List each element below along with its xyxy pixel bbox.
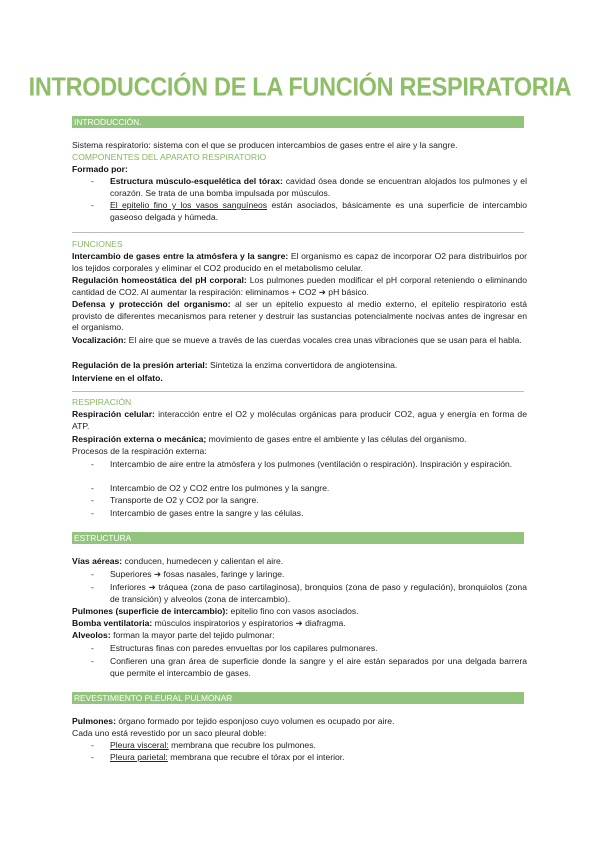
dash: - (91, 740, 94, 750)
dash: - (91, 582, 94, 592)
list-item (91, 459, 527, 471)
list-item (91, 569, 527, 581)
funciones-p1 (72, 251, 527, 274)
list-item (91, 656, 527, 679)
list-item (91, 740, 527, 752)
subheading-componentes: COMPONENTES DEL APARATO RESPIRATORIO (72, 152, 267, 162)
text: Los pulmones pueden modificar el pH corporal reteniendo o eliminando cantidad de CO2. Al aumentar la respiración: eliminamos + CO2 ➜ pH básico. (72, 275, 527, 297)
funciones-p4 (72, 335, 527, 347)
text: Sintetiza la enzima convertidora de angiotensina. (207, 360, 398, 370)
list-item (91, 643, 527, 655)
li-text: Transporte de O2 y CO2 por la sangre. (110, 495, 259, 505)
page-title: INTRODUCCIÓN DE LA FUNCIÓN RESPIRATORIA (28, 72, 572, 102)
subheading-respiracion: RESPIRACIÓN (72, 397, 132, 407)
estructura-p1 (72, 556, 527, 568)
bold: Regulación homeostática del pH corporal: (72, 275, 247, 285)
dash: - (91, 508, 94, 518)
list-item (91, 508, 527, 520)
dash: - (91, 459, 94, 469)
li-text: están asociados, básicamente es una superficie de intercambio gaseoso delgada y húmeda. (110, 200, 527, 222)
list-item (91, 495, 527, 507)
dash: - (91, 200, 94, 210)
dash: - (91, 176, 94, 186)
bold: Alveolos: (72, 630, 111, 640)
funciones-p3 (72, 299, 527, 334)
dash: - (91, 495, 94, 505)
funciones-p6 (72, 373, 527, 385)
li-bold: Estructura músculo-esquelética del tórax: (110, 176, 283, 186)
text: movimiento de gases entre el ambiente y las células del organismo. (206, 434, 467, 444)
list-item (91, 752, 527, 764)
funciones-p5 (72, 360, 527, 372)
bold: Regulación de la presión arterial: (72, 360, 208, 370)
text: epitelio fino con vasos asociados. (228, 606, 359, 616)
list-item (91, 582, 527, 605)
bold: Vocalización: (72, 335, 127, 345)
bold: Pulmones: (72, 716, 116, 726)
li-text: membrana que recubre los pulmones. (168, 740, 316, 750)
estructura-p4 (72, 630, 527, 642)
formado-bold: Formado por: (72, 164, 128, 174)
respiracion-p2 (72, 434, 527, 446)
dash: - (91, 656, 94, 666)
dash: - (91, 483, 94, 493)
text: al ser un epitelio expuesto al medio externo, el epitelio respiratorio está provisto de diferentes mecanismos para retener y destruir las sustancias potencialmente nocivas antes de ingresar en el organismo. (72, 299, 528, 333)
list-item (91, 483, 527, 495)
section-header-estructura: ESTRUCTURA (72, 532, 524, 544)
estructura-p2 (72, 606, 527, 618)
li-text: Superiores ➜ fosas nasales, faringe y laringe. (110, 569, 285, 579)
dash: - (91, 752, 94, 762)
list-item (91, 200, 527, 223)
dash: - (91, 569, 94, 579)
li-text: Confieren una gran área de superficie donde la sangre y el aire están separados por una delgada barrera que permite el intercambio de gases. (110, 656, 527, 678)
bold: Defensa y protección del organismo: (72, 299, 231, 309)
funciones-p2 (72, 275, 527, 298)
section-header-introduccion: INTRODUCCIÓN. (72, 116, 524, 128)
respiracion-p1 (72, 409, 527, 432)
li-underlined: El epitelio fino y los vasos sanguíneos (110, 200, 268, 210)
subheading-funciones: FUNCIONES (72, 239, 123, 249)
intro-text: Sistema respiratorio: sistema con el que se producen intercambios de gases entre el aire y la sangre. (72, 140, 458, 150)
divider (72, 391, 524, 392)
dash: - (91, 643, 94, 653)
bold: Bomba ventilatoria: (72, 618, 153, 628)
li-text: Intercambio de O2 y CO2 entre los pulmones y la sangre. (110, 483, 330, 493)
li-underlined: Pleura parietal: (110, 752, 168, 762)
li-text: Estructuras finas con paredes envueltas por los capilares pulmonares. (110, 643, 378, 653)
li-text: Intercambio de aire entre la atmósfera y los pulmones (ventilación o respiración). Inspiración y espiración. (110, 459, 513, 469)
li-text: Intercambio de gases entre la sangre y las células. (110, 508, 304, 518)
li-text: Inferiores ➜ tráquea (zona de paso cartilaginosa), bronquios (zona de paso y regulación), bronquiolos (zona de transición) y alveolos (zona de intercambio). (110, 582, 527, 604)
text: forman la mayor parte del tejido pulmonar: (110, 630, 275, 640)
list-item (91, 176, 527, 199)
bold: Interviene en el olfato. (72, 373, 163, 383)
formado-label (72, 164, 527, 176)
divider (72, 232, 524, 233)
bold: Pulmones (superficie de intercambio): (72, 606, 229, 616)
bold: Intercambio de gases entre la atmósfera y la sangre: (72, 251, 289, 261)
text: El aire que se mueve a través de las cuerdas vocales crea unas vibraciones que se usan para el habla. (126, 335, 522, 345)
text: interacción entre el O2 y moléculas orgánicas para producir CO2, agua y energía en forma de ATP. (72, 409, 527, 431)
li-text: membrana que recubre el tórax por el interior. (167, 752, 345, 762)
section-header-pleural: REVESTIMIENTO PLEURAL PULMONAR (72, 692, 524, 704)
pleural-p2: Cada uno está revestido por un saco pleural doble: (72, 728, 267, 738)
respiracion-p3: Procesos de la respiración externa: (72, 446, 207, 456)
bold: Respiración celular: (72, 409, 155, 419)
text: músculos inspiratorios y espiratorios ➜ diafragma. (152, 618, 346, 628)
text: órgano formado por tejido esponjoso cuyo volumen es ocupado por aire. (115, 716, 395, 726)
estructura-p3 (72, 618, 527, 630)
li-underlined: Pleura visceral: (110, 740, 169, 750)
bold: Vías aéreas: (72, 556, 123, 566)
text: conducen, humedecen y calientan el aire. (122, 556, 284, 566)
pleural-p1 (72, 716, 527, 728)
text: El organismo es capaz de incorporar O2 para distribuirlos por los tejidos corporales y eliminar el CO2 producido en el metabolismo celular. (72, 251, 527, 273)
li-text: cavidad ósea donde se encuentran alojados los pulmones y el corazón. Se trata de una bomba impulsada por músculos. (110, 176, 527, 198)
bold: Respiración externa o mecánica; (72, 434, 207, 444)
